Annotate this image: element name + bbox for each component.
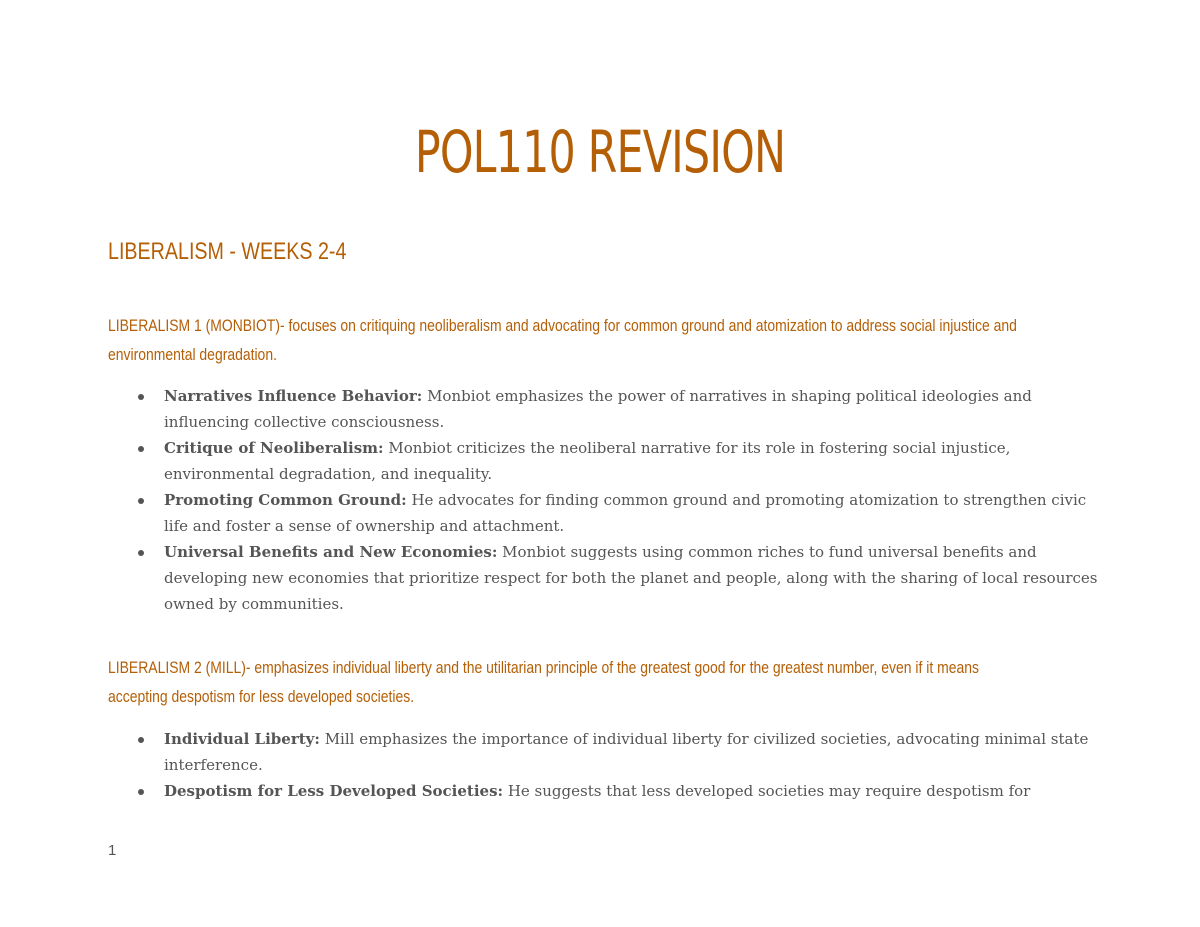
list-item <box>108 726 1098 778</box>
liberalism-1-heading <box>108 311 1092 369</box>
heading-line: LIBERALISM 2 (MILL)- emphasizes individual liberty and the utilitarian principle of the greatest good for the greatest number, even if it means <box>108 658 979 677</box>
bullet-text: Monbiot emphasizes the power of narratives in shaping political ideologies and influencing collective consciousness. <box>164 387 1032 431</box>
bullet-icon <box>138 550 144 556</box>
bullet-term: Despotism for Less Developed Societies: <box>164 782 504 800</box>
bullet-icon <box>138 394 144 400</box>
list-item <box>108 435 1098 487</box>
heading-line: environmental degradation. <box>108 345 277 364</box>
bullet-icon <box>138 446 144 452</box>
bullet-text: He advocates for finding common ground and promoting atomization to strengthen civic life and foster a sense of ownership and attachment. <box>164 491 1087 535</box>
bullet-icon <box>138 737 144 743</box>
list-item <box>108 539 1098 617</box>
document-title: POL110 REVISION <box>414 118 786 186</box>
liberalism-2-heading <box>108 653 1092 711</box>
liberalism-1-list <box>108 383 1098 617</box>
bullet-text: Mill emphasizes the importance of individual liberty for civilized societies, advocating minimal state interference. <box>164 730 1089 774</box>
bullet-text: Monbiot criticizes the neoliberal narrative for its role in fostering social injustice, environmental degradation, and inequality. <box>164 439 1011 483</box>
bullet-text: He suggests that less developed societies may require despotism for <box>503 782 1031 800</box>
bullet-term: Individual Liberty: <box>164 730 320 748</box>
bullet-icon <box>138 789 144 795</box>
bullet-text: Monbiot suggests using common riches to fund universal benefits and developing new economies that prioritize respect for both the planet and people, along with the sharing of local resources owned by communities. <box>164 543 1098 613</box>
liberalism-2-list <box>108 726 1098 804</box>
bullet-icon <box>138 498 144 504</box>
list-item <box>108 778 1098 804</box>
bullet-term: Narratives Influence Behavior: <box>164 387 423 405</box>
bullet-term: Promoting Common Ground: <box>164 491 407 509</box>
bullet-term: Universal Benefits and New Economies: <box>164 543 498 561</box>
list-item <box>108 383 1098 435</box>
section-heading: LIBERALISM - WEEKS 2-4 <box>108 238 347 265</box>
heading-line: accepting despotism for less developed societies. <box>108 687 415 706</box>
page-number: 1 <box>108 842 117 859</box>
list-item <box>108 487 1098 539</box>
heading-line: LIBERALISM 1 (MONBIOT)- focuses on critiquing neoliberalism and advocating for common ground and atomization to address social injustice and <box>108 316 1017 335</box>
bullet-term: Critique of Neoliberalism: <box>164 439 384 457</box>
